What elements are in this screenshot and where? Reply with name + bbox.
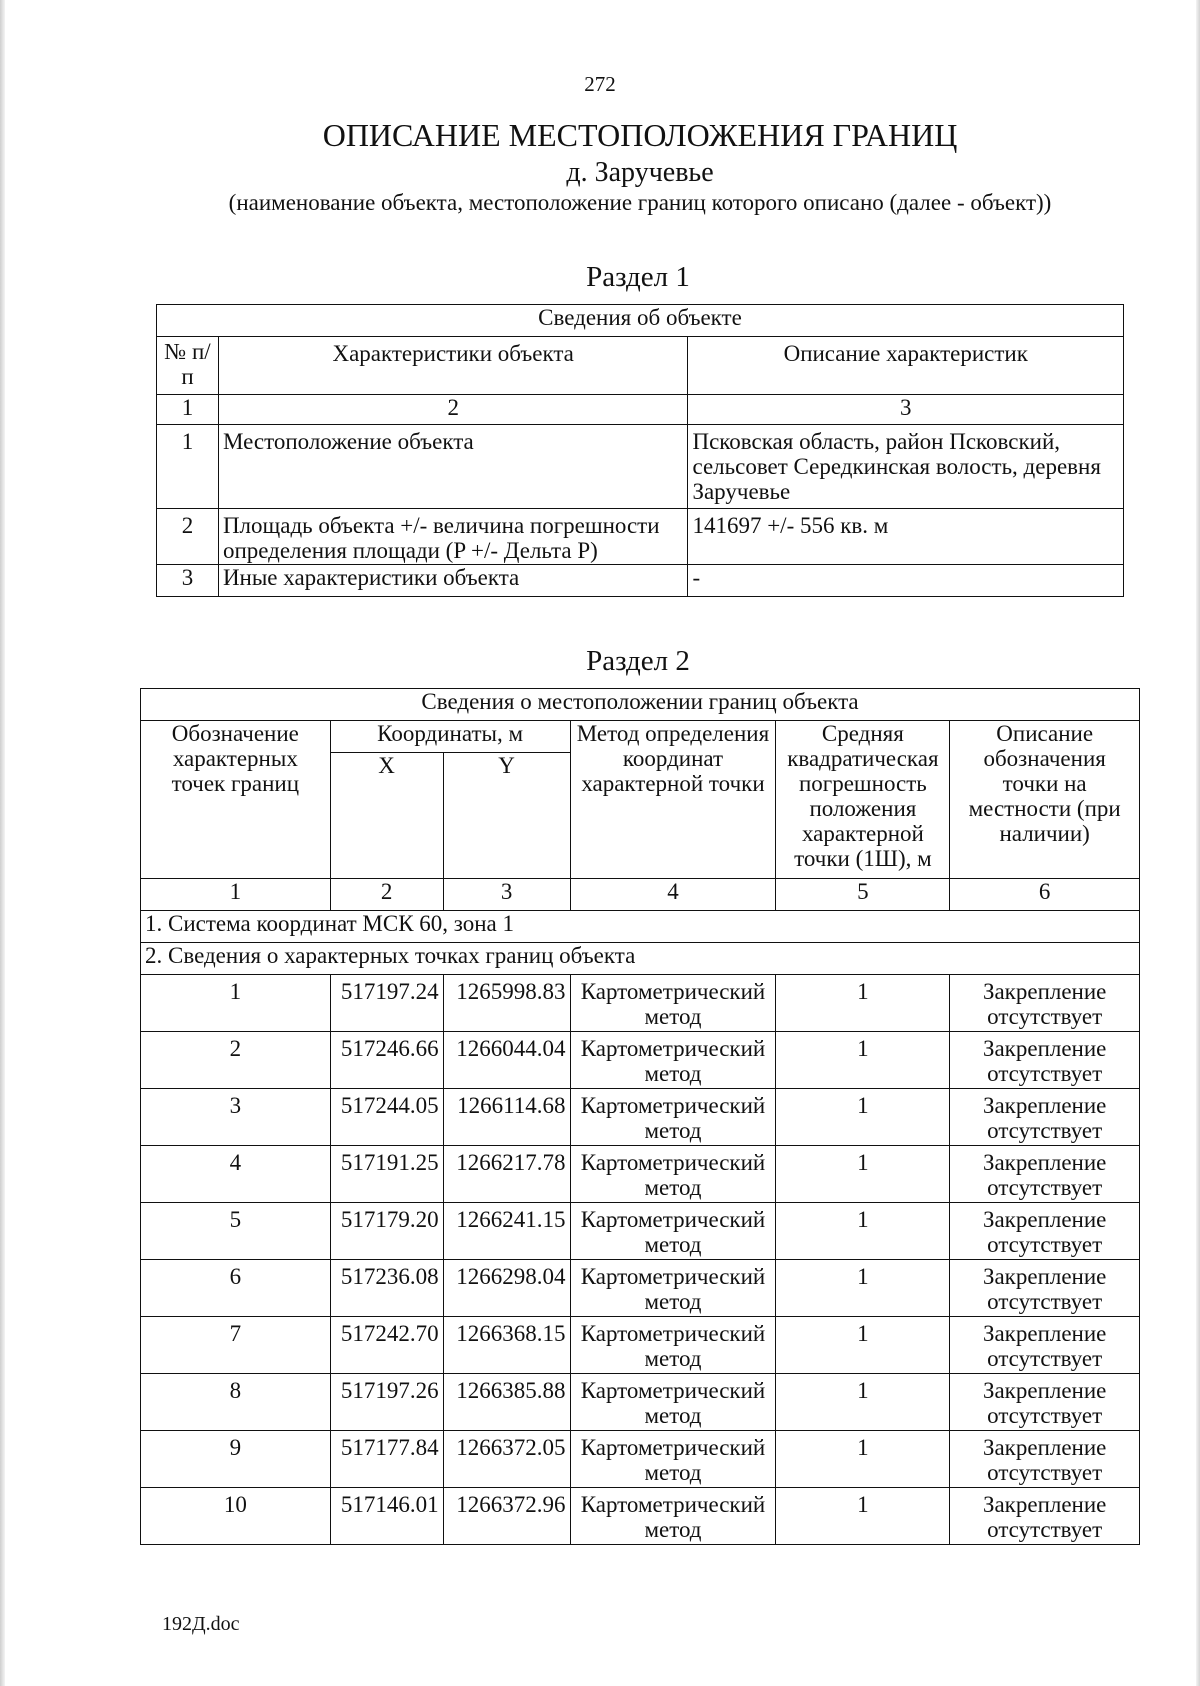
point-y: 1265998.83 (443, 975, 570, 1032)
col-number: 4 (570, 879, 776, 911)
point-method: Картометрический метод (570, 1317, 776, 1374)
point-method: Картометрический метод (570, 1032, 776, 1089)
point-description: Закрепление отсутствует (950, 1488, 1140, 1545)
table-row (157, 425, 1124, 509)
point-error: 1 (776, 1032, 950, 1089)
point-x: 517244.05 (330, 1089, 443, 1146)
object-name: д. Заручевье (566, 157, 714, 188)
point-y: 1266217.78 (443, 1146, 570, 1203)
header-coordinates: Координаты, м (330, 721, 570, 753)
table-row (141, 975, 1140, 1032)
page-number: 272 (584, 72, 616, 96)
characteristic-value: 141697 +/- 556 кв. м (688, 509, 1124, 565)
point-y: 1266372.05 (443, 1431, 570, 1488)
point-error: 1 (776, 1488, 950, 1545)
point-y: 1266368.15 (443, 1317, 570, 1374)
points-subtitle: 2. Сведения о характерных точках границ объекта (141, 943, 1140, 975)
row-number: 3 (157, 565, 219, 597)
point-description: Закрепление отсутствует (950, 1260, 1140, 1317)
row-number: 1 (157, 425, 219, 509)
header-characteristics: Характеристики объекта (218, 337, 688, 395)
point-x: 517179.20 (330, 1203, 443, 1260)
point-description: Закрепление отсутствует (950, 1374, 1140, 1431)
header-y: Y (443, 753, 570, 879)
points-body (141, 975, 1140, 1545)
point-description: Закрепление отсутствует (950, 1431, 1140, 1488)
col-number: 5 (776, 879, 950, 911)
point-x: 517177.84 (330, 1431, 443, 1488)
point-number: 6 (141, 1260, 331, 1317)
point-number: 9 (141, 1431, 331, 1488)
characteristic-value: - (688, 565, 1124, 597)
point-description: Закрепление отсутствует (950, 1317, 1140, 1374)
point-x: 517246.66 (330, 1032, 443, 1089)
point-description: Закрепление отсутствует (950, 1032, 1140, 1089)
point-method: Картометрический метод (570, 1260, 776, 1317)
file-name: 192Д.doc (162, 1613, 240, 1635)
coordinate-system: 1. Система координат МСК 60, зона 1 (141, 911, 1140, 943)
header-method: Метод определения координат характерной точки (570, 721, 776, 879)
point-number: 10 (141, 1488, 331, 1545)
characteristic-name: Местоположение объекта (218, 425, 688, 509)
point-error: 1 (776, 1431, 950, 1488)
point-x: 517146.01 (330, 1488, 443, 1545)
point-x: 517191.25 (330, 1146, 443, 1203)
characteristic-name: Иные характеристики объекта (218, 565, 688, 597)
point-number: 3 (141, 1089, 331, 1146)
point-method: Картометрический метод (570, 1488, 776, 1545)
point-description: Закрепление отсутствует (950, 1146, 1140, 1203)
table-row (141, 1089, 1140, 1146)
table-row (141, 1146, 1140, 1203)
table-row (141, 1488, 1140, 1545)
point-method: Картометрический метод (570, 1374, 776, 1431)
point-number: 1 (141, 975, 331, 1032)
col-number: 1 (157, 395, 219, 425)
header-number: № п/п (157, 337, 219, 395)
point-error: 1 (776, 1260, 950, 1317)
table-row (157, 509, 1124, 565)
section2-heading: Раздел 2 (586, 645, 690, 677)
object-info-table (156, 304, 1124, 597)
point-error: 1 (776, 975, 950, 1032)
header-error: Средняя квадратическая погрешность положения характерной точки (1Ш), м (776, 721, 950, 879)
header-points: Обозначение характерных точек границ (141, 721, 331, 879)
point-method: Картометрический метод (570, 975, 776, 1032)
table-row (141, 1260, 1140, 1317)
object-info-table-title: Сведения об объекте (157, 305, 1124, 337)
header-x: X (330, 753, 443, 879)
point-number: 7 (141, 1317, 331, 1374)
point-error: 1 (776, 1203, 950, 1260)
col-number: 1 (141, 879, 331, 911)
col-number: 6 (950, 879, 1140, 911)
point-y: 1266298.04 (443, 1260, 570, 1317)
document-title: ОПИСАНИЕ МЕСТОПОЛОЖЕНИЯ ГРАНИЦ (322, 117, 958, 153)
characteristic-name: Площадь объекта +/- величина погрешности определения площади (P +/- Дельта P) (218, 509, 688, 565)
point-x: 517197.24 (330, 975, 443, 1032)
object-name-note: (наименование объекта, местоположение границ которого описано (далее - объект)) (228, 190, 1052, 215)
point-error: 1 (776, 1089, 950, 1146)
point-x: 517197.26 (330, 1374, 443, 1431)
col-number: 3 (688, 395, 1124, 425)
point-error: 1 (776, 1146, 950, 1203)
point-description: Закрепление отсутствует (950, 975, 1140, 1032)
table-row (141, 1431, 1140, 1488)
point-number: 4 (141, 1146, 331, 1203)
point-y: 1266114.68 (443, 1089, 570, 1146)
table-row (157, 565, 1124, 597)
point-x: 517236.08 (330, 1260, 443, 1317)
point-error: 1 (776, 1374, 950, 1431)
table-row (141, 1032, 1140, 1089)
table-row (141, 1203, 1140, 1260)
point-number: 8 (141, 1374, 331, 1431)
point-method: Картометрический метод (570, 1146, 776, 1203)
characteristic-value: Псковская область, район Псковский, сельсовет Середкинская волость, деревня Заручевье (688, 425, 1124, 509)
point-method: Картометрический метод (570, 1431, 776, 1488)
point-method: Картометрический метод (570, 1203, 776, 1260)
header-description: Описание обозначения точки на местности (при наличии) (950, 721, 1140, 879)
col-number: 2 (330, 879, 443, 911)
table-row (141, 1317, 1140, 1374)
section1-heading: Раздел 1 (586, 261, 690, 293)
boundary-table-title: Сведения о местоположении границ объекта (141, 689, 1140, 721)
point-number: 2 (141, 1032, 331, 1089)
point-description: Закрепление отсутствует (950, 1089, 1140, 1146)
col-number: 3 (443, 879, 570, 911)
table-row (141, 1374, 1140, 1431)
point-method: Картометрический метод (570, 1089, 776, 1146)
boundary-points-table (140, 688, 1140, 1545)
point-y: 1266241.15 (443, 1203, 570, 1260)
point-number: 5 (141, 1203, 331, 1260)
point-description: Закрепление отсутствует (950, 1203, 1140, 1260)
point-y: 1266044.04 (443, 1032, 570, 1089)
row-number: 2 (157, 509, 219, 565)
point-y: 1266372.96 (443, 1488, 570, 1545)
header-description: Описание характеристик (688, 337, 1124, 395)
point-error: 1 (776, 1317, 950, 1374)
scan-edge-left (0, 0, 5, 1686)
point-y: 1266385.88 (443, 1374, 570, 1431)
col-number: 2 (218, 395, 688, 425)
scan-edge-right (1196, 0, 1200, 1686)
point-x: 517242.70 (330, 1317, 443, 1374)
